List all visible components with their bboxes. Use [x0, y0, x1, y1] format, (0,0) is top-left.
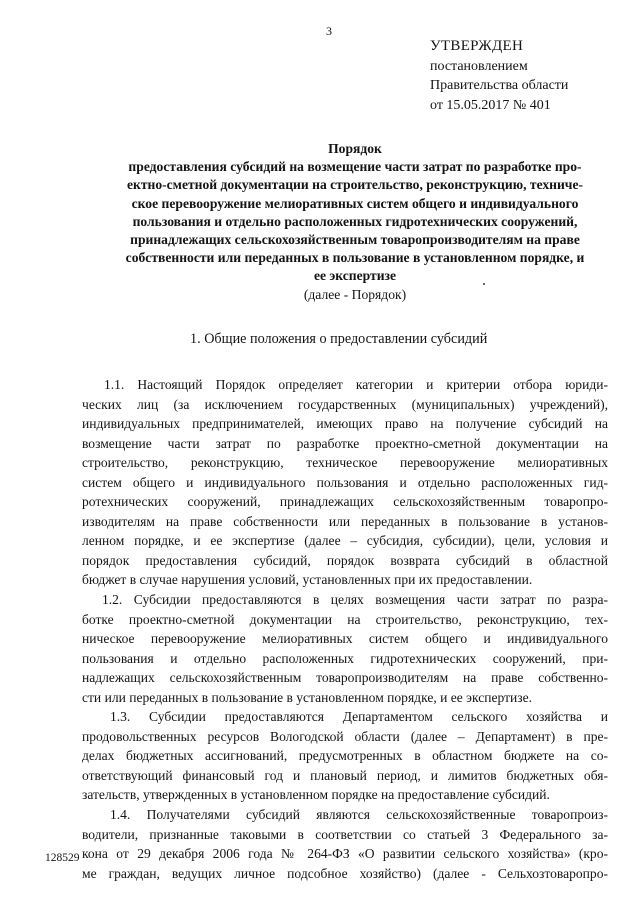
section-heading: 1. Общие положения о предоставлении субсидий	[190, 331, 488, 347]
paragraph-line: ротехнических сооружений, принадлежащих сельскохозяйственным товаропро-	[82, 494, 608, 510]
paragraph-line: строительство, реконструкцию, техническое перевооружение мелиоративных	[82, 455, 608, 471]
title-line: пользования и отдельно расположенных гидротехнических сооружений,	[132, 213, 578, 229]
approval-line: Правительства области	[430, 78, 569, 93]
document-body	[82, 375, 608, 883]
paragraph-line: ническое перевооружение мелиоративных систем общего и индивидуального	[82, 631, 608, 647]
scan-speck	[483, 283, 485, 285]
paragraph-line: бюджет в случае нарушения условий, установленных при их предоставлении.	[82, 572, 533, 588]
page-number: 3	[326, 24, 332, 38]
paragraph-line: систем общего и индивидуального пользования и отдельно расположенных гид-	[82, 474, 608, 490]
title-line: предоставления субсидий на возмещение части затрат по разработке про-	[128, 159, 582, 175]
paragraph-line: 1.2. Субсидии предоставляются в целях возмещения части затрат по разра-	[102, 592, 608, 608]
paragraph-line: 1.3. Субсидии предоставляются Департаментом сельского хозяйства и	[110, 709, 608, 725]
paragraph-line: индивидуальных предпринимателей, имеющих право на получение субсидий на	[82, 416, 608, 432]
approval-line: от 15.05.2017 № 401	[430, 97, 551, 113]
title-line: ское перевооружение мелиоративных систем общего и индивидуального	[131, 195, 579, 211]
paragraph-line: продовольственных ресурсов Вологодской области (далее – Департамент) в пре-	[82, 728, 608, 744]
paragraph-line: сти или переданных в пользование в установленном порядке, и ее экспертизе.	[82, 689, 532, 705]
title-line: принадлежащих сельскохозяйственным товаропроизводителям на праве	[130, 232, 580, 248]
paragraph-line: ленном порядке, и ее экспертизе (далее – субсидия, субсидии), цели, условия и	[82, 533, 608, 549]
paragraph-line: пользования и отдельно расположенных гидротехнических сооружений, при-	[82, 650, 608, 666]
paragraph-line: водители, признанные таковыми в соответствии со статьей 3 Федерального за-	[82, 826, 608, 842]
paragraph-line: ме граждан, ведущих личное подсобное хозяйство) (далее - Сельхозтоваропро-	[82, 865, 608, 881]
paragraph-line: изводителям на праве собственности или переданных в пользование в установ-	[82, 513, 608, 529]
paragraph-line: 1.1. Настоящий Порядок определяет категории и критерии отбора юриди-	[104, 377, 608, 392]
title-line: собственности или переданных в пользование в установленном порядке, и	[125, 250, 585, 266]
paragraph-line: надлежащих сельскохозяйственным товаропроизводителям на праве собственно-	[82, 670, 608, 686]
title-line: ее экспертизе	[313, 268, 397, 284]
title-line: ектно-сметной документации на строительство, реконструкцию, техниче-	[126, 177, 584, 193]
paragraph-line: порядок предоставления субсидий, порядок возврата субсидий в областной	[82, 552, 608, 568]
approval-stamp	[430, 37, 568, 115]
footer-code: 128529	[45, 852, 80, 864]
title-heading: Порядок	[328, 141, 382, 156]
paragraph-line: ботке проектно-сметной документации на строительство, реконструкцию, тех-	[82, 611, 608, 627]
paragraph-line: ответствующий финансовый год и плановый период, и лимитов бюджетных обя-	[82, 767, 608, 783]
approval-heading: УТВЕРЖДЕН	[430, 38, 524, 54]
document-title	[90, 140, 620, 304]
paragraph-line: ческих лиц (за исключением государственных (муниципальных) учреждений),	[82, 396, 608, 412]
paragraph-line: зательств, утвержденных в установленном порядке на предоставление субсидий.	[82, 787, 550, 803]
paragraph-line: делах бюджетных ассигнований, предусмотренных в областном бюджете на со-	[82, 748, 608, 764]
paragraph-line: 1.4. Получателями субсидий являются сельскохозяйственные товаропроиз-	[110, 807, 608, 823]
paragraph-line: возмещение части затрат по разработке проектно-сметной документации на	[82, 435, 608, 451]
title-short-name: (далее - Порядок)	[303, 286, 407, 302]
paragraph-line: кона от 29 декабря 2006 года № 264-ФЗ «О развитии сельского хозяйства» (кро-	[82, 846, 608, 862]
approval-line: постановлением	[430, 58, 528, 74]
